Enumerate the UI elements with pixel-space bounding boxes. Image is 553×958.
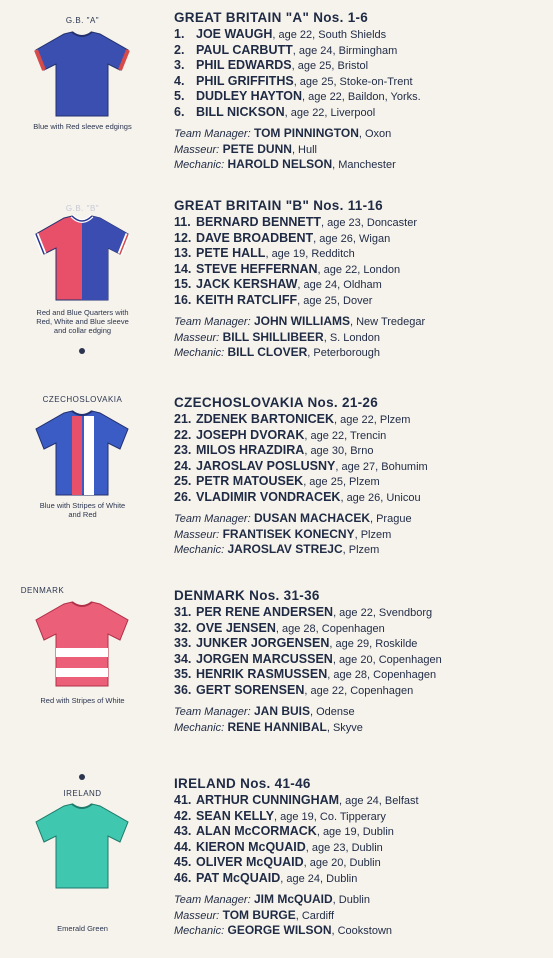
bullet-dot: [79, 774, 85, 780]
rider-row: 35. HENRIK RASMUSSEN, age 28, Copenhagen: [174, 667, 437, 681]
rider-row: 24. JAROSLAV POSLUSNY, age 27, Bohumim: [174, 458, 428, 473]
rider-row: 4. PHIL GRIFFITHS, age 25, Stoke-on-Trent: [174, 73, 413, 88]
staff-row: Team Manager: DUSAN MACHACEK, Prague: [174, 511, 412, 525]
jersey-caption: Red and Blue Quarters with Red, White and Blue sleeve and collar edging: [36, 308, 129, 335]
team-roster: [174, 586, 549, 735]
jersey-label: G.B. "B": [65, 204, 100, 213]
staff-row: Team Manager: TOM PINNINGTON, Oxon: [174, 126, 392, 140]
staff-row: Mechanic: BILL CLOVER, Peterborough: [174, 345, 381, 359]
jersey-image-gb-a: [34, 30, 130, 118]
staff-row: Team Manager: JAN BUIS, Odense: [174, 704, 355, 718]
team-roster: [174, 8, 549, 173]
team-roster: [174, 393, 549, 558]
staff-row: Masseur: BILL SHILLIBEER, S. London: [174, 329, 380, 344]
rider-row: 13. PETE HALL, age 19, Redditch: [174, 246, 355, 260]
jersey-caption: Red with Stripes of White: [40, 696, 125, 705]
team-title: GREAT BRITAIN "B" Nos. 11-16: [174, 198, 383, 213]
jersey-label: IRELAND: [63, 789, 102, 798]
jersey-image-ireland: [34, 802, 130, 890]
rider-row: 5. DUDLEY HAYTON, age 22, Baildon, Yorks.: [174, 89, 421, 103]
rider-row: 33. JUNKER JORGENSEN, age 29, Roskilde: [174, 636, 418, 650]
rider-row: 15. JACK KERSHAW, age 24, Oldham: [174, 277, 382, 291]
rider-row: 6. BILL NICKSON, age 22, Liverpool: [174, 104, 376, 119]
team-roster: [174, 196, 549, 361]
rider-row: 42. SEAN KELLY, age 19, Co. Tipperary: [174, 808, 386, 823]
rider-row: 34. JORGEN MARCUSSEN, age 20, Copenhagen: [174, 651, 442, 666]
rider-row: 14. STEVE HEFFERNAN, age 22, London: [174, 261, 401, 276]
jersey-image-gb-b: [34, 214, 130, 302]
rider-row: 2. PAUL CARBUTT, age 24, Birmingham: [174, 42, 398, 57]
jersey-caption: Emerald Green: [57, 924, 108, 933]
jersey-image-czechoslovakia: [34, 409, 130, 497]
rider-row: 23. MILOS HRAZDIRA, age 30, Brno: [174, 443, 374, 457]
staff-row: Mechanic: GEORGE WILSON, Cookstown: [174, 923, 393, 937]
rider-row: 26. VLADIMIR VONDRACEK, age 26, Unicou: [174, 489, 421, 504]
jersey-label: DENMARK: [20, 586, 65, 595]
rider-row: 3. PHIL EDWARDS, age 25, Bristol: [174, 58, 369, 72]
rider-row: 36. GERT SORENSEN, age 22, Copenhagen: [174, 682, 414, 697]
team-title: IRELAND Nos. 41-46: [174, 776, 311, 791]
rider-row: 44. KIERON McQUAID, age 23, Dublin: [174, 839, 383, 854]
staff-row: Team Manager: JOHN WILLIAMS, New Tredegar: [174, 314, 426, 328]
rider-row: 12. DAVE BROADBENT, age 26, Wigan: [174, 230, 391, 245]
rider-row: 31. PER RENE ANDERSEN, age 22, Svendborg: [174, 605, 433, 619]
staff-row: Masseur: PETE DUNN, Hull: [174, 141, 317, 156]
rider-row: 16. KEITH RATCLIFF, age 25, Dover: [174, 292, 373, 307]
rider-row: 11. BERNARD BENNETT, age 23, Doncaster: [174, 215, 418, 229]
staff-row: Team Manager: JIM McQUAID, Dublin: [174, 892, 370, 906]
rider-row: 45. OLIVER McQUAID, age 20, Dublin: [174, 855, 381, 869]
team-roster: [174, 774, 549, 939]
rider-row: 1. JOE WAUGH, age 22, South Shields: [174, 27, 387, 41]
team-title: CZECHOSLOVAKIA Nos. 21-26: [174, 395, 379, 410]
rider-row: 32. OVE JENSEN, age 28, Copenhagen: [174, 620, 385, 635]
rider-row: 25. PETR MATOUSEK, age 25, Plzem: [174, 474, 380, 488]
staff-row: Masseur: TOM BURGE, Cardiff: [174, 907, 335, 922]
rider-row: 46. PAT McQUAID, age 24, Dublin: [174, 870, 358, 885]
rider-row: 21. ZDENEK BARTONICEK, age 22, Plzem: [174, 412, 411, 426]
bullet-dot: [79, 348, 85, 354]
jersey-label: G.B. "A": [65, 16, 100, 25]
staff-row: Mechanic: HAROLD NELSON, Manchester: [174, 157, 396, 171]
rider-row: 43. ALAN McCORMACK, age 19, Dublin: [174, 824, 394, 838]
jersey-image-denmark: [34, 600, 130, 688]
staff-row: Mechanic: JAROSLAV STREJC, Plzem: [174, 542, 380, 556]
jersey-caption: Blue with Stripes of White and Red: [39, 501, 126, 519]
rider-row: 41. ARTHUR CUNNINGHAM, age 24, Belfast: [174, 793, 419, 807]
team-title: DENMARK Nos. 31-36: [174, 588, 320, 603]
team-title: GREAT BRITAIN "A" Nos. 1-6: [174, 10, 369, 25]
staff-row: Mechanic: RENE HANNIBAL, Skyve: [174, 719, 363, 734]
jersey-label: CZECHOSLOVAKIA: [42, 395, 123, 404]
jersey-caption: Blue with Red sleeve edgings: [33, 122, 132, 131]
staff-row: Masseur: FRANTISEK KONECNY, Plzem: [174, 526, 392, 541]
rider-row: 22. JOSEPH DVORAK, age 22, Trencin: [174, 427, 387, 442]
